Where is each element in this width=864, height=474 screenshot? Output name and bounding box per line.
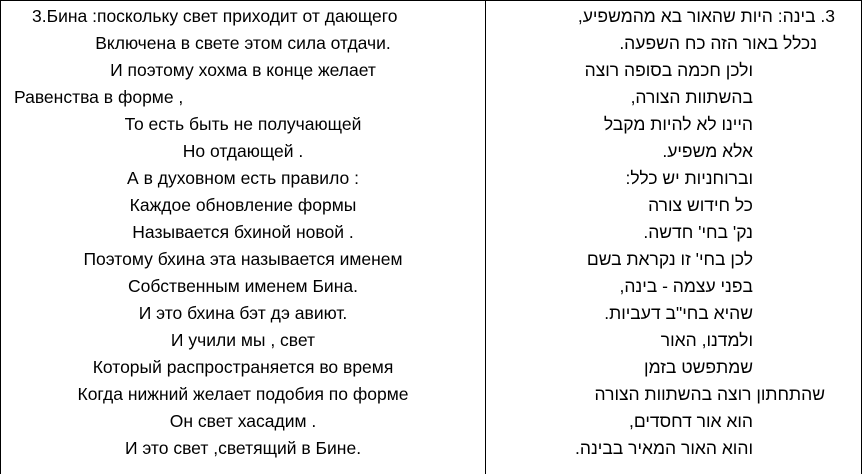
ru-line-17: И это свет ,светящий в Бине. bbox=[124, 438, 362, 458]
ru-line-9: Называется бхиной новой . bbox=[132, 222, 354, 242]
hebrew-column bbox=[486, 0, 861, 474]
he-line-16: הוא אור דחסדים, bbox=[628, 411, 753, 431]
he-line-6: אלא משפיע. bbox=[662, 141, 753, 161]
ru-line-6: Но отдающей . bbox=[182, 141, 304, 161]
he-line-2: נכלל באור הזה כח השפעה. bbox=[619, 33, 817, 53]
he-line-9: נק' בחי' חדשה. bbox=[643, 222, 753, 242]
he-line-17: והוא האור המאיר בבינה. bbox=[575, 438, 753, 458]
he-line-14: שמתפשט בזמן bbox=[644, 357, 753, 377]
he-line-12: שהיא בחי"ב דעביות. bbox=[604, 303, 753, 323]
table-right-border bbox=[861, 0, 862, 474]
ru-line-14: Который распространяется во время bbox=[92, 357, 394, 377]
he-line-15: שהתחתון רוצה בהשתוות הצורה bbox=[594, 384, 825, 404]
he-line-7: וברוחניות יש כלל: bbox=[625, 168, 753, 188]
ru-line-4: Равенства в форме , bbox=[14, 87, 184, 107]
ru-line-13: И учили мы , свет bbox=[170, 330, 316, 350]
ru-line-3: И поэтому хохма в конце желает bbox=[110, 60, 376, 80]
ru-line-10: Поэтому бхина эта называется именем bbox=[83, 249, 403, 269]
he-line-5: היינו לא להיות מקבל bbox=[603, 114, 753, 134]
ru-line-16: Он свет хасадим . bbox=[169, 411, 317, 431]
russian-column bbox=[1, 0, 485, 474]
he-line-3: ולכן חכמה בסופה רוצה bbox=[584, 60, 753, 80]
he-line-4: בהשתוות הצורה, bbox=[630, 87, 753, 107]
he-line-13: ולמדנו, האור bbox=[660, 330, 753, 350]
ru-line-12: И это бхина бэт дэ авиют. bbox=[138, 303, 348, 323]
he-line-11: בפני עצמה - בינה, bbox=[619, 276, 753, 296]
ru-line-11: Собственным именем Бина. bbox=[128, 276, 358, 296]
he-line-8: כל חידוש צורה bbox=[648, 195, 753, 215]
he-line-1: 3. בינה: היות שהאור בא מהמשפיע, bbox=[577, 6, 835, 26]
he-line-10: לכן בחי' זו נקראת בשם bbox=[586, 249, 753, 269]
ru-line-5: То есть быть не получающей bbox=[124, 114, 362, 134]
ru-line-2: Включена в свете этом сила отдачи. bbox=[95, 33, 391, 53]
ru-line-8: Каждое обновление формы bbox=[129, 195, 357, 215]
ru-line-7: А в духовном есть правило : bbox=[127, 168, 359, 188]
ru-line-1: 3.Бина :поскольку свет приходит от дающего bbox=[32, 6, 398, 26]
ru-line-15: Когда нижний желает подобия по форме bbox=[77, 384, 409, 404]
